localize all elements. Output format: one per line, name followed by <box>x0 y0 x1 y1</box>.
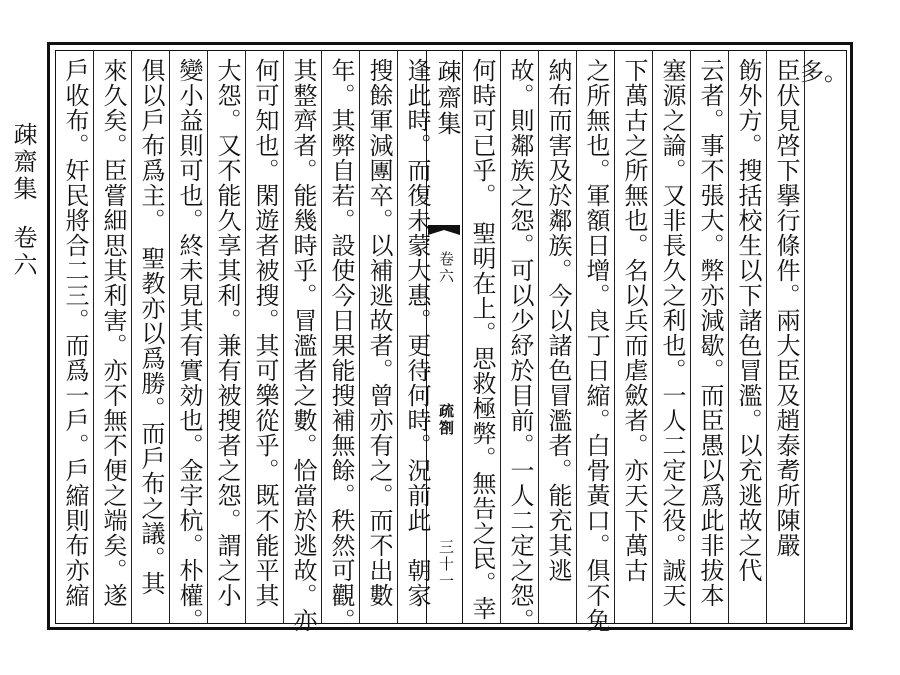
text-column: 大怨。又不能久享其利。兼有被搜者之怨。謂之小 <box>213 58 241 608</box>
column-rule <box>245 51 246 623</box>
text-column: 故。則鄰族之怨。可以少紓於目前。一人二定之怨。 <box>506 58 534 633</box>
text-column: 來久矣。臣嘗細思其利害。亦不無不便之端矣。遂 <box>99 58 127 608</box>
center-volume: 卷六 <box>437 251 455 285</box>
column-rule <box>131 51 132 623</box>
column-rule <box>538 51 539 623</box>
text-column: 年。其弊自若。設使今日果能搜補無餘。秩然可觀。 <box>327 58 355 633</box>
column-rule <box>728 51 729 623</box>
column-rule <box>652 51 653 623</box>
text-column: 何可知也。閑遊者被搜。其可樂從乎。既不能平其 <box>251 58 279 608</box>
text-column: 之所無也。軍額日增。良丁日縮。白骨黃口。俱不免 <box>582 58 610 633</box>
column-rule <box>359 51 360 623</box>
column-rule <box>207 51 208 623</box>
text-column: 搜餘軍減團卒。以補逃故者。曾亦有之。而不出數 <box>365 58 393 608</box>
text-column: 飭外方。搜括校生以下諸色冒濫。以充逃故之代 <box>734 58 762 583</box>
text-column: 塞源之論。又非長久之利也。一人二定之役。誠天 <box>658 58 686 608</box>
margin-volume: 卷六 <box>9 225 37 279</box>
column-rule <box>169 51 170 623</box>
column-rule <box>690 51 691 623</box>
text-column: 俱以戶布爲主。 聖教亦以爲勝。而戶布之議。其 <box>137 58 165 596</box>
margin-book-title <box>6 122 41 279</box>
text-column: 其整齊者。能幾時乎。冒濫者之數。恰當於逃故。亦 <box>289 58 317 633</box>
column-rule <box>804 51 805 623</box>
text-column: 納布而害及於鄰族。今以諸色冒濫者。能充其逃 <box>544 58 572 583</box>
column-rule <box>321 51 322 623</box>
text-column: 臣伏見啓下擧行條件。兩大臣及趙泰耉所陳嚴 <box>772 58 800 558</box>
text-column: 戶收布。奸民將合二三。而爲一戶。戶縮則布亦縮 <box>61 58 89 608</box>
text-column: 何時可已乎。 聖明在上。思救極弊。無告之民。幸 <box>468 58 496 621</box>
column-rule <box>576 51 577 623</box>
center-section: 疏劄 <box>437 403 455 437</box>
text-column: 云者。事不張大。弊亦減歇。而臣愚以爲此非拔本 <box>696 58 724 608</box>
column-rule <box>614 51 615 623</box>
margin-book-name: 疎齋集 <box>9 122 37 203</box>
text-column: 逢此時。而復未蒙大惠。更待何時。況前此 朝家 <box>403 58 431 608</box>
column-rule <box>766 51 767 623</box>
column-rule <box>500 51 501 623</box>
column-rule <box>283 51 284 623</box>
text-column: 變小益則可也。終未見其有實効也。金宇杭。朴權。 <box>175 58 203 633</box>
text-column: 下萬古之所無也。名以兵而虐斂者。亦天下萬古 <box>620 58 648 583</box>
carryover-text: 多。 <box>800 58 848 86</box>
column-rule <box>397 51 398 623</box>
center-page-number: 三十一 <box>437 539 455 590</box>
column-rule <box>93 51 94 623</box>
center-title: 疎齋集 <box>433 59 461 137</box>
